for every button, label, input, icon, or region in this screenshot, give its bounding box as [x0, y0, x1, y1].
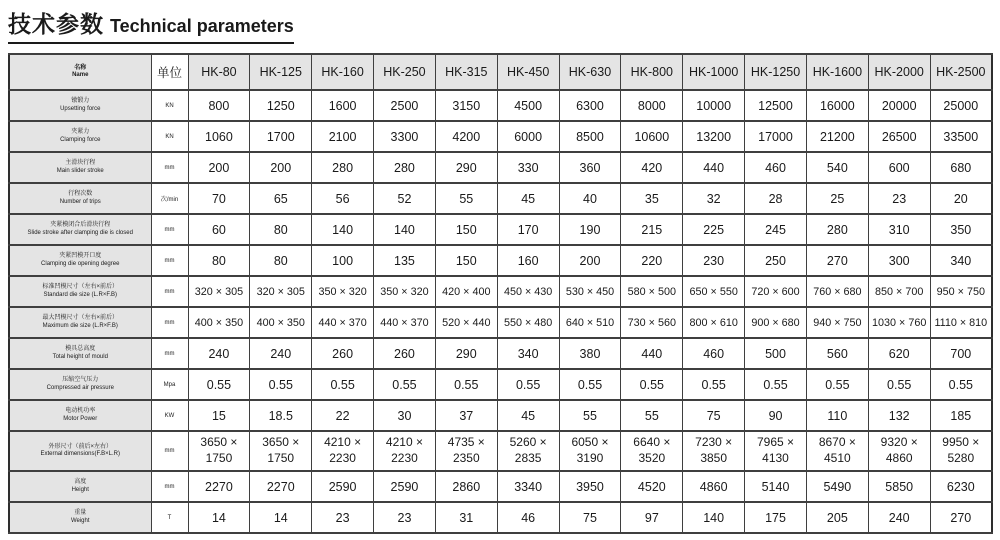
- row-label: [9, 431, 151, 471]
- value-cell: 32: [683, 183, 745, 214]
- value-cell: 1110 × 810: [930, 307, 992, 338]
- value-cell: 240: [868, 502, 930, 533]
- row-label-en: Clamping die opening degree: [41, 260, 120, 267]
- value-cell: 13200: [683, 121, 745, 152]
- value-cell: 380: [559, 338, 621, 369]
- column-header-model: HK-450: [497, 54, 559, 90]
- row-label-en: Motor Power: [63, 415, 98, 422]
- column-header-model: HK-630: [559, 54, 621, 90]
- value-cell: 340: [497, 338, 559, 369]
- value-cell: 260: [374, 338, 436, 369]
- value-cell: 350 × 320: [312, 276, 374, 307]
- row-label-zh: 电动机功率: [65, 408, 96, 415]
- value-cell: 940 × 750: [806, 307, 868, 338]
- value-cell: 20000: [868, 90, 930, 121]
- table-row: [9, 183, 992, 214]
- value-cell: 60: [188, 214, 250, 245]
- value-cell: 5140: [745, 471, 807, 502]
- value-cell: 200: [188, 152, 250, 183]
- value-cell: 0.55: [374, 369, 436, 400]
- value-cell: 560: [806, 338, 868, 369]
- row-label-zh: 重量: [74, 510, 87, 517]
- value-cell: 520 × 440: [435, 307, 497, 338]
- value-cell: 10600: [621, 121, 683, 152]
- table-row: [9, 369, 992, 400]
- value-cell: 75: [683, 400, 745, 431]
- value-cell: 52: [374, 183, 436, 214]
- value-cell: 65: [250, 183, 312, 214]
- value-cell: 37: [435, 400, 497, 431]
- row-label: [9, 183, 151, 214]
- value-cell: 360: [559, 152, 621, 183]
- value-cell: 330: [497, 152, 559, 183]
- row-label-en: Clamping force: [60, 136, 101, 143]
- value-cell: 310: [868, 214, 930, 245]
- value-cell: 550 × 480: [497, 307, 559, 338]
- value-cell: 3340: [497, 471, 559, 502]
- value-cell: 200: [559, 245, 621, 276]
- row-label: [9, 214, 151, 245]
- table-row: [9, 214, 992, 245]
- value-cell: 225: [683, 214, 745, 245]
- row-label: [9, 400, 151, 431]
- table-row: [9, 502, 992, 533]
- value-cell: 850 × 700: [868, 276, 930, 307]
- value-cell: 16000: [806, 90, 868, 121]
- row-label-zh: 行程次数: [68, 191, 93, 198]
- row-label: [9, 121, 151, 152]
- value-cell: 70: [188, 183, 250, 214]
- value-cell: 35: [621, 183, 683, 214]
- value-cell: 240: [250, 338, 312, 369]
- column-header-model: HK-800: [621, 54, 683, 90]
- value-cell: 2100: [312, 121, 374, 152]
- value-cell: 26500: [868, 121, 930, 152]
- value-cell: 260: [312, 338, 374, 369]
- value-cell: 0.55: [435, 369, 497, 400]
- value-cell: 0.55: [188, 369, 250, 400]
- value-cell: 420: [621, 152, 683, 183]
- row-label-zh: 夹紧凹模开口度: [59, 253, 102, 260]
- row-label-en: Maximum die size (L.R×F.B): [42, 322, 118, 329]
- value-cell: 14: [188, 502, 250, 533]
- row-label: [9, 338, 151, 369]
- value-cell: 205: [806, 502, 868, 533]
- value-cell: 6230: [930, 471, 992, 502]
- value-cell: 100: [312, 245, 374, 276]
- row-unit: Mpa: [151, 369, 188, 400]
- row-unit: KN: [151, 121, 188, 152]
- value-cell: 22: [312, 400, 374, 431]
- value-cell: 14: [250, 502, 312, 533]
- value-cell: 290: [435, 338, 497, 369]
- value-cell: 460: [745, 152, 807, 183]
- value-cell: 4210 × 2230: [374, 431, 436, 471]
- value-cell: 290: [435, 152, 497, 183]
- column-header-model: HK-2500: [930, 54, 992, 90]
- value-cell: 280: [312, 152, 374, 183]
- value-cell: 25: [806, 183, 868, 214]
- value-cell: 140: [312, 214, 374, 245]
- table-row: [9, 307, 992, 338]
- value-cell: 900 × 680: [745, 307, 807, 338]
- row-label: [9, 369, 151, 400]
- row-unit: 次/min: [151, 183, 188, 214]
- table-row: [9, 245, 992, 276]
- value-cell: 4520: [621, 471, 683, 502]
- value-cell: 25000: [930, 90, 992, 121]
- value-cell: 7230 × 3850: [683, 431, 745, 471]
- value-cell: 33500: [930, 121, 992, 152]
- row-label-zh: 高度: [74, 479, 87, 486]
- value-cell: 28: [745, 183, 807, 214]
- table-row: [9, 400, 992, 431]
- table-row: [9, 338, 992, 369]
- value-cell: 450 × 430: [497, 276, 559, 307]
- row-label: [9, 307, 151, 338]
- value-cell: 20: [930, 183, 992, 214]
- value-cell: 0.55: [497, 369, 559, 400]
- page-title: [8, 6, 1000, 44]
- page-title-en: Technical parameters: [110, 16, 294, 36]
- value-cell: 55: [435, 183, 497, 214]
- column-header-model: HK-315: [435, 54, 497, 90]
- value-cell: 8500: [559, 121, 621, 152]
- value-cell: 23: [868, 183, 930, 214]
- value-cell: 6050 × 3190: [559, 431, 621, 471]
- value-cell: 160: [497, 245, 559, 276]
- value-cell: 440: [621, 338, 683, 369]
- table-row: [9, 121, 992, 152]
- table-row: [9, 90, 992, 121]
- value-cell: 400 × 350: [250, 307, 312, 338]
- row-label-zh: 主滑块行程: [65, 160, 96, 167]
- value-cell: 9950 × 5280: [930, 431, 992, 471]
- value-cell: 6000: [497, 121, 559, 152]
- row-unit: mm: [151, 276, 188, 307]
- value-cell: 21200: [806, 121, 868, 152]
- value-cell: 245: [745, 214, 807, 245]
- row-label: [9, 245, 151, 276]
- value-cell: 4735 × 2350: [435, 431, 497, 471]
- value-cell: 56: [312, 183, 374, 214]
- row-label-zh: 模具总高度: [65, 346, 96, 353]
- column-header-model: HK-250: [374, 54, 436, 90]
- row-label-zh: 镦锻力: [71, 98, 90, 105]
- value-cell: 340: [930, 245, 992, 276]
- value-cell: 760 × 680: [806, 276, 868, 307]
- row-label-en: Weight: [70, 517, 90, 524]
- column-header-model: HK-2000: [868, 54, 930, 90]
- value-cell: 215: [621, 214, 683, 245]
- row-label-en: Height: [71, 486, 89, 493]
- page-title-zh: 技术参数: [8, 11, 104, 37]
- value-cell: 12500: [745, 90, 807, 121]
- value-cell: 90: [745, 400, 807, 431]
- value-cell: 4500: [497, 90, 559, 121]
- value-cell: 8670 × 4510: [806, 431, 868, 471]
- value-cell: 3950: [559, 471, 621, 502]
- value-cell: 220: [621, 245, 683, 276]
- value-cell: 23: [312, 502, 374, 533]
- value-cell: 140: [683, 502, 745, 533]
- value-cell: 420 × 400: [435, 276, 497, 307]
- value-cell: 135: [374, 245, 436, 276]
- value-cell: 0.55: [806, 369, 868, 400]
- value-cell: 2590: [374, 471, 436, 502]
- value-cell: 720 × 600: [745, 276, 807, 307]
- value-cell: 15: [188, 400, 250, 431]
- value-cell: 350: [930, 214, 992, 245]
- value-cell: 2590: [312, 471, 374, 502]
- value-cell: 800 × 610: [683, 307, 745, 338]
- table-row: [9, 152, 992, 183]
- value-cell: 132: [868, 400, 930, 431]
- value-cell: 2270: [188, 471, 250, 502]
- row-label: [9, 471, 151, 502]
- value-cell: 320 × 305: [188, 276, 250, 307]
- value-cell: 6300: [559, 90, 621, 121]
- value-cell: 5490: [806, 471, 868, 502]
- value-cell: 240: [188, 338, 250, 369]
- value-cell: 18.5: [250, 400, 312, 431]
- table-row: [9, 431, 992, 471]
- page-title-underline: [8, 6, 294, 44]
- value-cell: 270: [806, 245, 868, 276]
- value-cell: 30: [374, 400, 436, 431]
- value-cell: 680: [930, 152, 992, 183]
- value-cell: 230: [683, 245, 745, 276]
- value-cell: 4210 × 2230: [312, 431, 374, 471]
- value-cell: 800: [188, 90, 250, 121]
- value-cell: 3300: [374, 121, 436, 152]
- row-unit: mm: [151, 245, 188, 276]
- row-unit: T: [151, 502, 188, 533]
- column-header-model: HK-160: [312, 54, 374, 90]
- row-label: [9, 502, 151, 533]
- value-cell: 140: [374, 214, 436, 245]
- row-label-zh: 标准凹模尺寸（左右×前后）: [42, 284, 118, 291]
- value-cell: 40: [559, 183, 621, 214]
- value-cell: 0.55: [930, 369, 992, 400]
- row-label-zh: 夹紧模闭合后滑块行程: [50, 222, 111, 229]
- row-unit: mm: [151, 431, 188, 471]
- value-cell: 46: [497, 502, 559, 533]
- column-header-unit: 单位: [151, 54, 188, 90]
- value-cell: 0.55: [868, 369, 930, 400]
- value-cell: 185: [930, 400, 992, 431]
- value-cell: 540: [806, 152, 868, 183]
- row-unit: KW: [151, 400, 188, 431]
- value-cell: 200: [250, 152, 312, 183]
- value-cell: 10000: [683, 90, 745, 121]
- value-cell: 17000: [745, 121, 807, 152]
- value-cell: 23: [374, 502, 436, 533]
- row-unit: mm: [151, 471, 188, 502]
- value-cell: 2270: [250, 471, 312, 502]
- value-cell: 55: [621, 400, 683, 431]
- value-cell: 320 × 305: [250, 276, 312, 307]
- column-header-model: HK-1250: [745, 54, 807, 90]
- value-cell: 350 × 320: [374, 276, 436, 307]
- column-header-model: HK-1600: [806, 54, 868, 90]
- row-label-en: Total height of mould: [52, 353, 108, 360]
- value-cell: 640 × 510: [559, 307, 621, 338]
- value-cell: 31: [435, 502, 497, 533]
- value-cell: 2860: [435, 471, 497, 502]
- value-cell: 2500: [374, 90, 436, 121]
- value-cell: 5260 × 2835: [497, 431, 559, 471]
- value-cell: 175: [745, 502, 807, 533]
- row-unit: mm: [151, 338, 188, 369]
- row-label-en: Main slider stroke: [56, 167, 104, 174]
- row-label-zh: 压缩空气压力: [62, 377, 99, 384]
- value-cell: 80: [250, 214, 312, 245]
- row-unit: mm: [151, 307, 188, 338]
- row-unit: mm: [151, 152, 188, 183]
- value-cell: 0.55: [250, 369, 312, 400]
- value-cell: 300: [868, 245, 930, 276]
- value-cell: 250: [745, 245, 807, 276]
- table-row: [9, 276, 992, 307]
- value-cell: 3150: [435, 90, 497, 121]
- column-header-name-zh: 名称: [74, 64, 87, 71]
- value-cell: 500: [745, 338, 807, 369]
- value-cell: 1030 × 760: [868, 307, 930, 338]
- row-label-zh: 最大凹模尺寸（左右×前后）: [42, 315, 118, 322]
- value-cell: 0.55: [683, 369, 745, 400]
- value-cell: 440 × 370: [312, 307, 374, 338]
- value-cell: 1700: [250, 121, 312, 152]
- row-label-zh: 外形尺寸（前后×左右）: [48, 443, 112, 450]
- column-header-model: HK-125: [250, 54, 312, 90]
- value-cell: 460: [683, 338, 745, 369]
- value-cell: 7965 × 4130: [745, 431, 807, 471]
- row-unit: KN: [151, 90, 188, 121]
- technical-parameters-table: [8, 53, 993, 534]
- value-cell: 55: [559, 400, 621, 431]
- value-cell: 150: [435, 214, 497, 245]
- value-cell: 9320 × 4860: [868, 431, 930, 471]
- row-label-en: Compressed air pressure: [46, 384, 114, 391]
- value-cell: 0.55: [559, 369, 621, 400]
- row-label-en: Standard die size (L.R×F.B): [43, 291, 118, 298]
- value-cell: 440 × 370: [374, 307, 436, 338]
- row-label-en: Slide stroke after clamping die is closed: [27, 229, 133, 236]
- value-cell: 440: [683, 152, 745, 183]
- row-label-en: External dimensions(F.B×L.R): [40, 451, 121, 458]
- value-cell: 97: [621, 502, 683, 533]
- value-cell: 1600: [312, 90, 374, 121]
- row-label-en: Upsetting force: [60, 105, 101, 112]
- column-header-name: [9, 54, 151, 90]
- value-cell: 1060: [188, 121, 250, 152]
- value-cell: 270: [930, 502, 992, 533]
- value-cell: 4200: [435, 121, 497, 152]
- value-cell: 45: [497, 183, 559, 214]
- value-cell: 75: [559, 502, 621, 533]
- value-cell: 580 × 500: [621, 276, 683, 307]
- row-label: [9, 276, 151, 307]
- row-label: [9, 90, 151, 121]
- value-cell: 5850: [868, 471, 930, 502]
- value-cell: 80: [250, 245, 312, 276]
- value-cell: 150: [435, 245, 497, 276]
- table-header-row: [9, 54, 992, 90]
- value-cell: 6640 × 3520: [621, 431, 683, 471]
- value-cell: 4860: [683, 471, 745, 502]
- value-cell: 530 × 450: [559, 276, 621, 307]
- value-cell: 3650 × 1750: [188, 431, 250, 471]
- value-cell: 190: [559, 214, 621, 245]
- value-cell: 400 × 350: [188, 307, 250, 338]
- value-cell: 620: [868, 338, 930, 369]
- row-label: [9, 152, 151, 183]
- value-cell: 3650 × 1750: [250, 431, 312, 471]
- table-row: [9, 471, 992, 502]
- value-cell: 170: [497, 214, 559, 245]
- value-cell: 110: [806, 400, 868, 431]
- value-cell: 950 × 750: [930, 276, 992, 307]
- value-cell: 0.55: [621, 369, 683, 400]
- value-cell: 650 × 550: [683, 276, 745, 307]
- value-cell: 0.55: [745, 369, 807, 400]
- column-header-model: HK-1000: [683, 54, 745, 90]
- row-unit: mm: [151, 214, 188, 245]
- value-cell: 1250: [250, 90, 312, 121]
- value-cell: 45: [497, 400, 559, 431]
- column-header-model: HK-80: [188, 54, 250, 90]
- value-cell: 280: [806, 214, 868, 245]
- value-cell: 730 × 560: [621, 307, 683, 338]
- row-label-zh: 夹紧力: [71, 129, 90, 136]
- value-cell: 80: [188, 245, 250, 276]
- row-label-en: Number of trips: [59, 198, 101, 205]
- value-cell: 8000: [621, 90, 683, 121]
- value-cell: 700: [930, 338, 992, 369]
- value-cell: 600: [868, 152, 930, 183]
- value-cell: 280: [374, 152, 436, 183]
- value-cell: 0.55: [312, 369, 374, 400]
- column-header-name-en: Name: [72, 72, 89, 79]
